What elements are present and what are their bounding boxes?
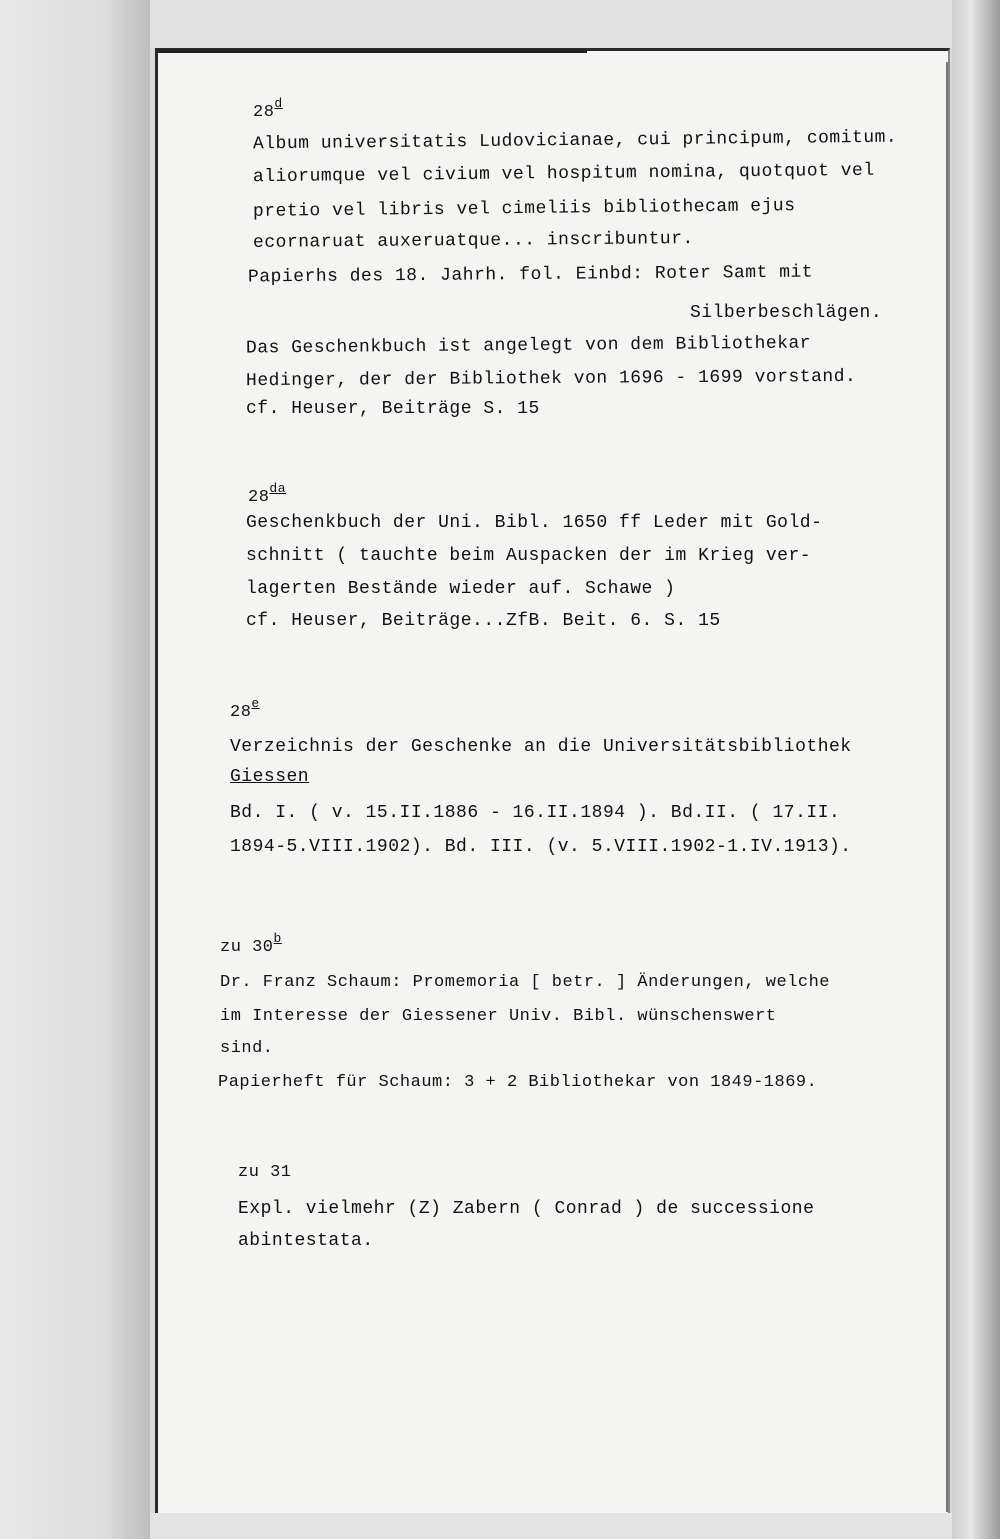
entry-28d-line-7: Das Geschenkbuch ist angelegt von dem Bibliothekar (245, 333, 812, 359)
entry-28d-line-9: cf. Heuser, Beiträge S. 15 (246, 399, 540, 419)
entry-30b-line-4: Papierheft für Schaum: 3 + 2 Bibliothekar von 1849-1869. (218, 1073, 818, 1092)
entry-28d-line-6: Silberbeschlägen. (690, 303, 883, 323)
entry-28e-line-4: 1894-5.VIII.1902). Bd. III. (v. 5.VIII.1902-1.IV.1913). (230, 837, 852, 857)
scan-right-margin (952, 0, 1000, 1539)
entry-31-line-2: abintestata. (238, 1231, 374, 1251)
entry-30b-line-2: im Interesse der Giessener Univ. Bibl. wünschenswert (220, 1007, 777, 1026)
entry-28d-line-2: aliorumque vel civium vel hospitum nomina, quotquot vel (252, 160, 875, 188)
entry-28e-line-3: Bd. I. ( v. 15.II.1886 - 16.II.1894 ). Bd.II. ( 17.II. (230, 803, 841, 823)
index-card (155, 48, 950, 1513)
entry-30b-line-1: Dr. Franz Schaum: Promemoria [ betr. ] Änderungen, welche (220, 973, 830, 992)
entry-28da-line-2: schnitt ( tauchte beim Auspacken der im Krieg ver- (246, 546, 812, 566)
entry-28da-line-3: lagerten Bestände wieder auf. Schawe ) (246, 579, 676, 599)
entry-28d-ref: 28$^d$ (253, 96, 283, 122)
scan-left-margin (0, 0, 150, 1539)
entry-28d-line-1: Album universitatis Ludovicianae, cui principum, comitum. (252, 127, 898, 155)
entry-28d-line-5: Papierhs des 18. Jahrh. fol. Einbd: Roter Samt mit (247, 262, 814, 288)
card-top-edge (157, 50, 587, 53)
entry-28e-line-2: Giessen (230, 767, 310, 787)
entry-30b-ref: zu 30$^b$ (220, 931, 282, 957)
card-right-edge (946, 62, 948, 1512)
entry-28da-line-1: Geschenkbuch der Uni. Bibl. 1650 ff Leder mit Gold- (246, 513, 823, 533)
entry-31-line-1: Expl. vielmehr (Z) Zabern ( Conrad ) de successione (238, 1199, 815, 1219)
scan-top-margin (150, 0, 952, 48)
entry-28da-line-4: cf. Heuser, Beiträge...ZfB. Beit. 6. S. 15 (246, 611, 721, 631)
entry-28d-line-3: pretio vel libris vel cimeliis bibliothecam ejus (252, 196, 796, 222)
entry-30b-line-3: sind. (220, 1039, 274, 1058)
entry-31-ref: zu 31 (238, 1163, 292, 1182)
entry-28d-line-8: Hedinger, der der Bibliothek von 1696 - 1699 vorstand. (245, 366, 857, 392)
entry-28e-ref: 28e (230, 696, 260, 722)
scan-bottom-margin (150, 1513, 952, 1539)
entry-28d-line-4: ecornaruat auxeruatque... inscribuntur. (252, 229, 694, 253)
entry-28da-ref: $28^{da}$ (248, 481, 287, 507)
entry-28e-line-1: Verzeichnis der Geschenke an die Universitätsbibliothek (230, 737, 852, 757)
